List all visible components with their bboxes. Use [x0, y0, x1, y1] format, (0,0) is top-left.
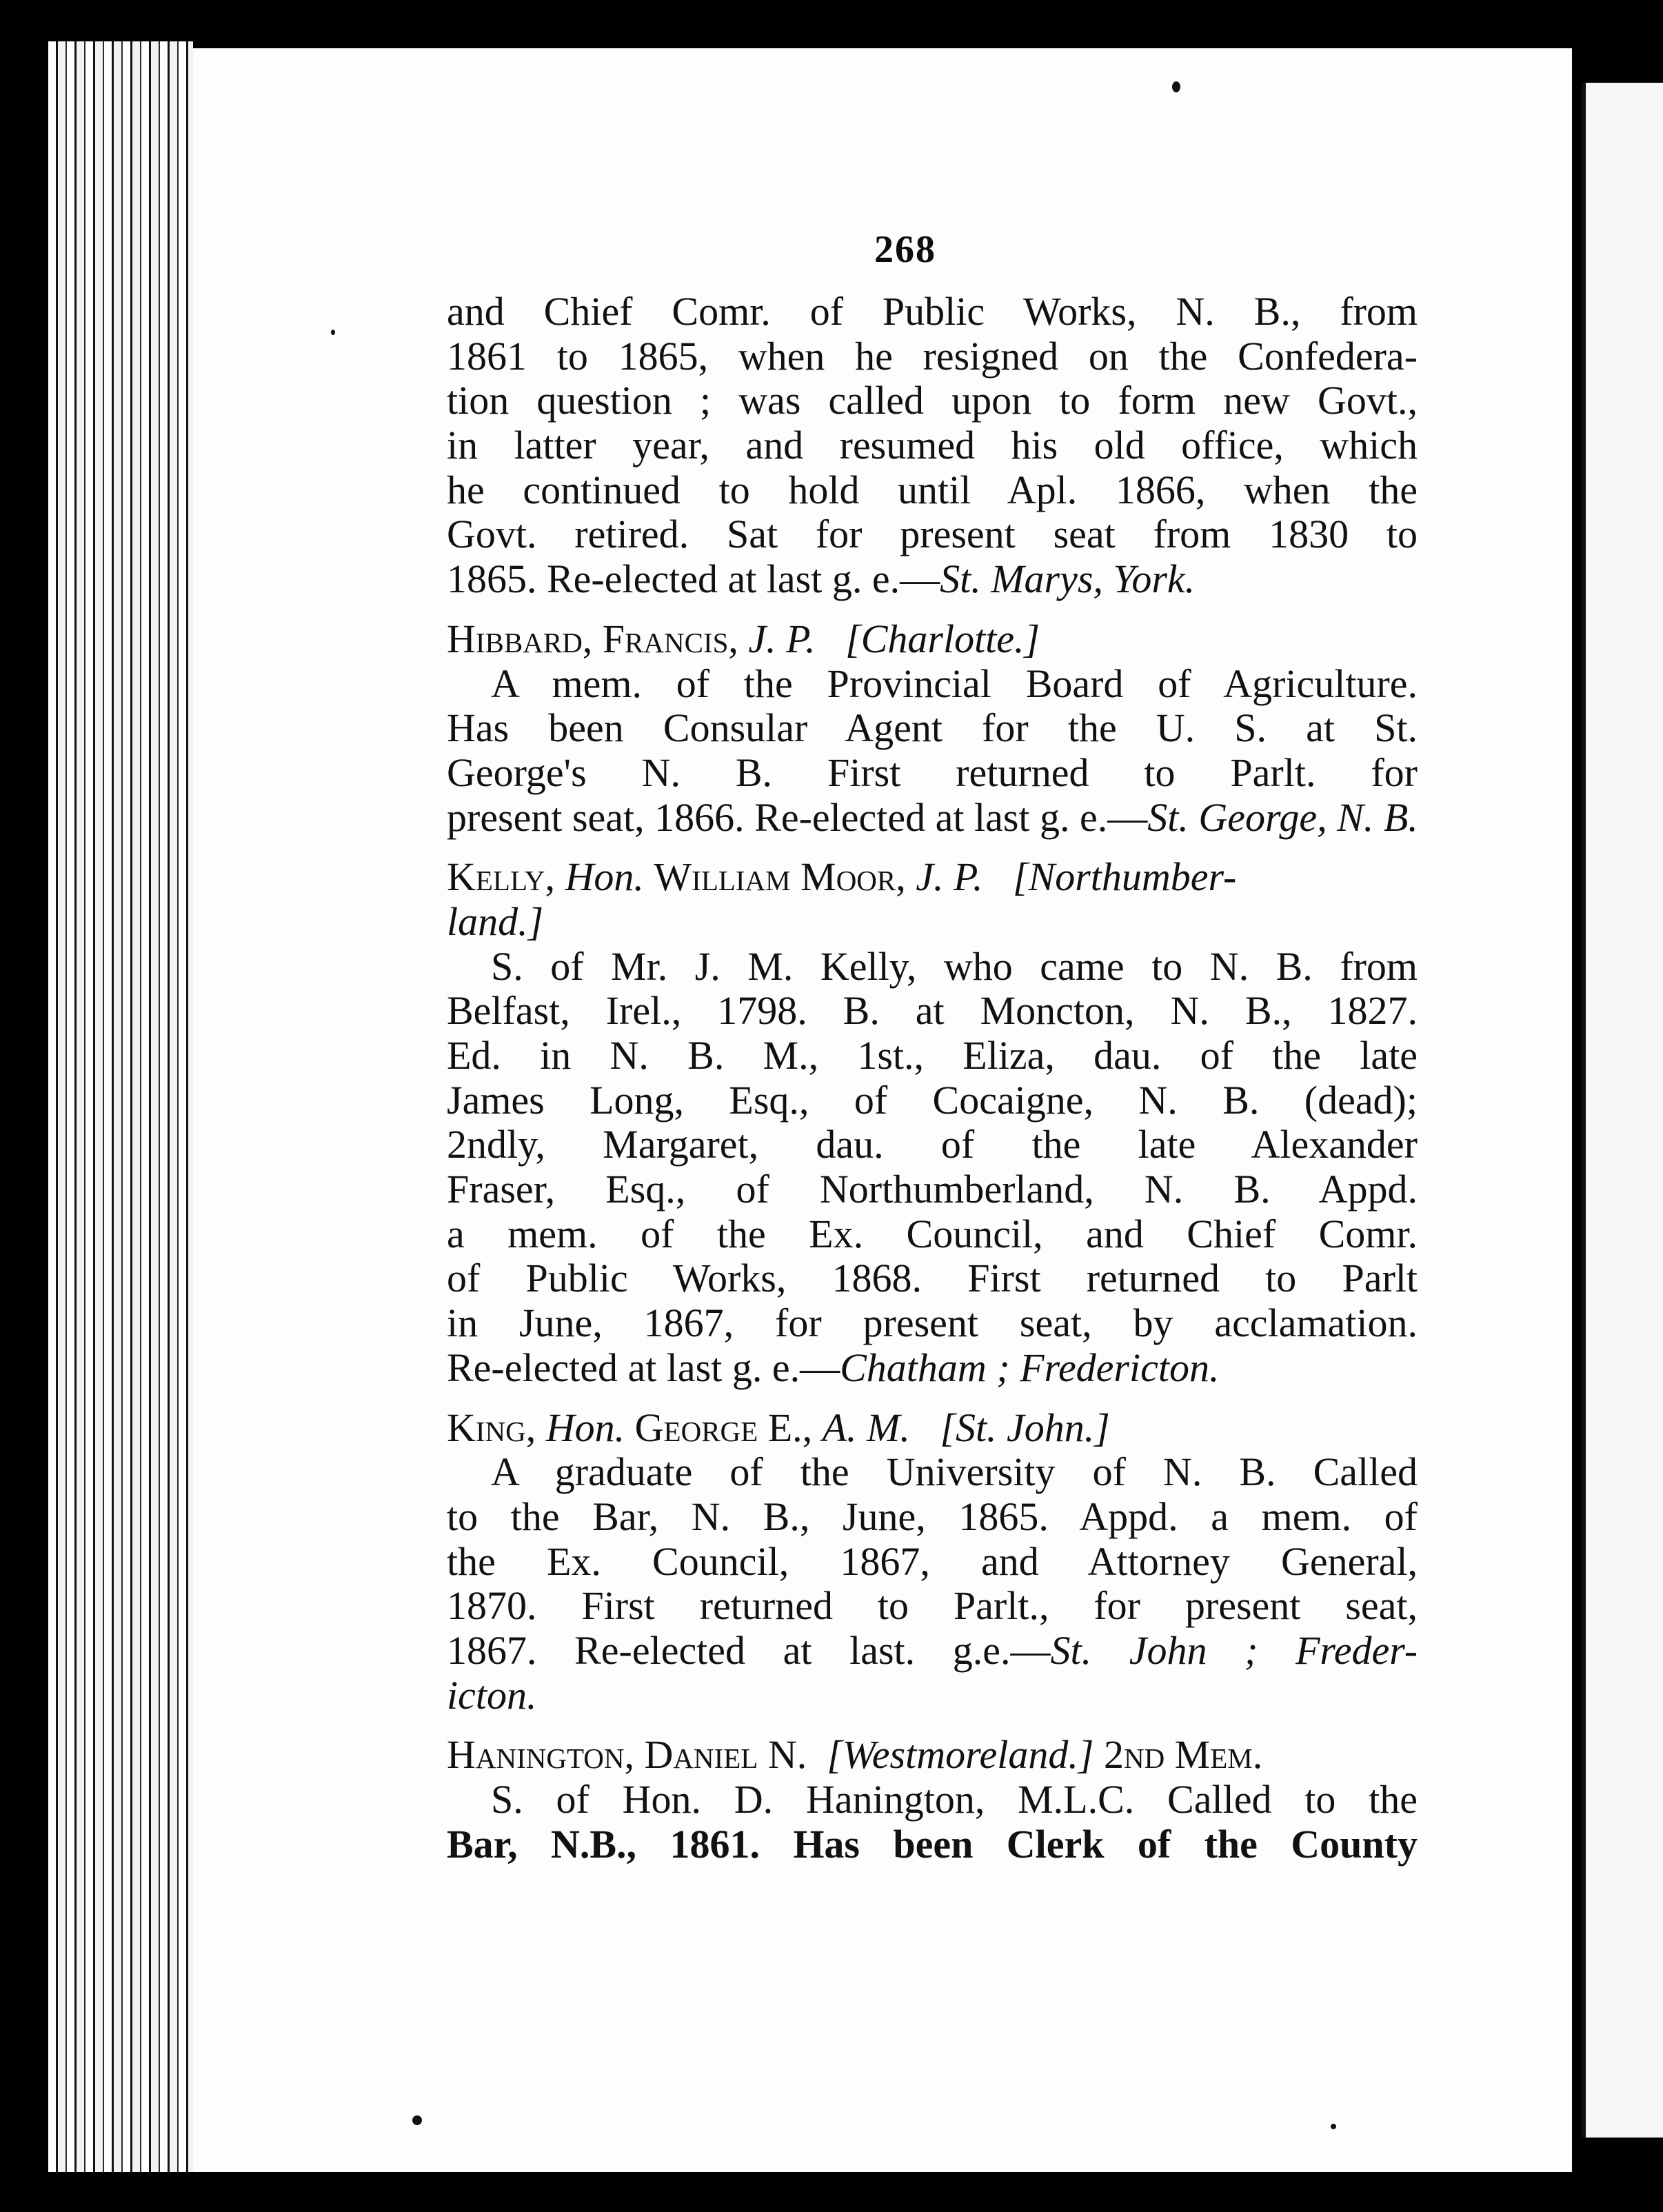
entry-constituency: [Charlotte.] — [845, 616, 1040, 661]
entry-heading — [447, 617, 1418, 662]
entry-heading — [447, 1406, 1418, 1451]
text-line: S. of Mr. J. M. Kelly, who came to N. B. from — [491, 943, 1418, 989]
entry-given-name: Daniel N. — [644, 1732, 807, 1778]
entry-surname: Kelly, — [447, 854, 556, 900]
entry-constituency-wrap: land.] — [447, 898, 544, 944]
member-note: 2nd Mem. — [1103, 1732, 1263, 1778]
text-line: in June, 1867, for present seat, by acclamation. — [447, 1300, 1418, 1346]
facing-page-edge — [1582, 83, 1663, 2138]
text-line: S. of Hon. D. Hanington, M.L.C. Called to the — [491, 1777, 1418, 1822]
biography-entry — [447, 617, 1418, 840]
places-of-residence: St. Marys, York. — [940, 556, 1196, 602]
page-number: 268 — [874, 228, 936, 271]
text-line — [447, 1629, 1418, 1673]
scan-speck — [1331, 2124, 1336, 2129]
entry-title: J. P. — [916, 854, 983, 900]
entry-given-name: William Moor, — [654, 854, 906, 900]
entry-given-name: Francis, — [602, 616, 738, 661]
entry-constituency: [Northumber- — [1012, 854, 1237, 900]
text-line: to the Bar, N. B., June, 1865. Appd. a mem. of — [447, 1494, 1418, 1539]
text-line — [447, 900, 1418, 945]
text-line: A mem. of the Provincial Board of Agriculture. — [491, 661, 1418, 706]
places-of-residence: St. George, N. B. — [1147, 794, 1418, 840]
text-column — [447, 290, 1418, 1867]
line-text: present seat, 1866. Re-elected at last g. e.— — [447, 794, 1148, 840]
entry-heading — [447, 855, 1418, 900]
entry-constituency: [St. John.] — [940, 1405, 1110, 1450]
text-line: of Public Works, 1868. First returned to Parlt — [447, 1256, 1418, 1301]
continuation-paragraph — [447, 290, 1418, 602]
text-line — [447, 1346, 1418, 1391]
text-line: 1861 to 1865, when he resigned on the Confedera- — [447, 333, 1418, 379]
text-line: 1870. First returned to Parlt., for present seat, — [447, 1583, 1418, 1629]
text-line: in latter year, and resumed his old office, which — [447, 423, 1418, 468]
line-text: 1867. Re-elected at last. g.e.— — [447, 1627, 1051, 1673]
scan-speck — [412, 2115, 422, 2125]
text-line: George's N. B. First returned to Parlt. for — [447, 750, 1418, 795]
text-line: he continued to hold until Apl. 1866, when the — [447, 467, 1418, 512]
biography-entry — [447, 1406, 1418, 1718]
entry-constituency: [Westmoreland.] — [827, 1732, 1094, 1778]
entry-honorific: Hon. — [565, 854, 644, 900]
scan-speck — [1172, 81, 1180, 92]
text-line: Has been Consular Agent for the U. S. at St. — [447, 705, 1418, 751]
text-line: 2ndly, Margaret, dau. of the late Alexander — [447, 1122, 1418, 1167]
entry-title: A. M. — [822, 1405, 910, 1450]
text-line — [447, 1673, 1418, 1718]
entry-title: J. P. — [748, 616, 816, 661]
entry-heading — [447, 1733, 1418, 1778]
scan-speck — [331, 330, 335, 335]
text-line: a mem. of the Ex. Council, and Chief Comr. — [447, 1211, 1418, 1256]
text-line: Fraser, Esq., of Northumberland, N. B. Appd. — [447, 1167, 1418, 1212]
line-text: Re-elected at last g. e.— — [447, 1345, 840, 1390]
entry-surname: Hanington, — [447, 1732, 634, 1778]
text-line: tion question ; was called upon to form new Govt., — [447, 378, 1418, 423]
places-of-residence-wrap: icton. — [447, 1672, 537, 1718]
text-line: James Long, Esq., of Cocaigne, N. B. (dead); — [447, 1077, 1418, 1123]
text-line — [447, 557, 1418, 602]
entry-given-name: George E., — [634, 1405, 813, 1450]
places-of-residence: Chatham ; Fredericton. — [840, 1345, 1220, 1390]
book-gutter — [48, 41, 193, 2172]
entry-surname: King, — [447, 1405, 536, 1450]
text-line: Ed. in N. B. M., 1st., Eliza, dau. of the late — [447, 1033, 1418, 1078]
places-of-residence: St. John ; Freder- — [1050, 1627, 1418, 1673]
text-line: the Ex. Council, 1867, and Attorney General, — [447, 1538, 1418, 1584]
entry-honorific: Hon. — [545, 1405, 625, 1450]
text-line: and Chief Comr. of Public Works, N. B., from — [447, 289, 1418, 334]
text-line: Belfast, Irel., 1798. B. at Moncton, N. B., 1827. — [447, 988, 1418, 1034]
entry-surname: Hibbard, — [447, 616, 593, 661]
line-text: 1865. Re-elected at last g. e.— — [447, 556, 940, 602]
text-line: A graduate of the University of N. B. Called — [491, 1449, 1418, 1495]
biography-entry — [447, 855, 1418, 1390]
text-line: Govt. retired. Sat for present seat from 1830 to — [447, 512, 1418, 557]
text-line: Bar, N.B., 1861. Has been Clerk of the County — [447, 1821, 1418, 1867]
biography-entry — [447, 1733, 1418, 1867]
text-line — [447, 796, 1418, 841]
